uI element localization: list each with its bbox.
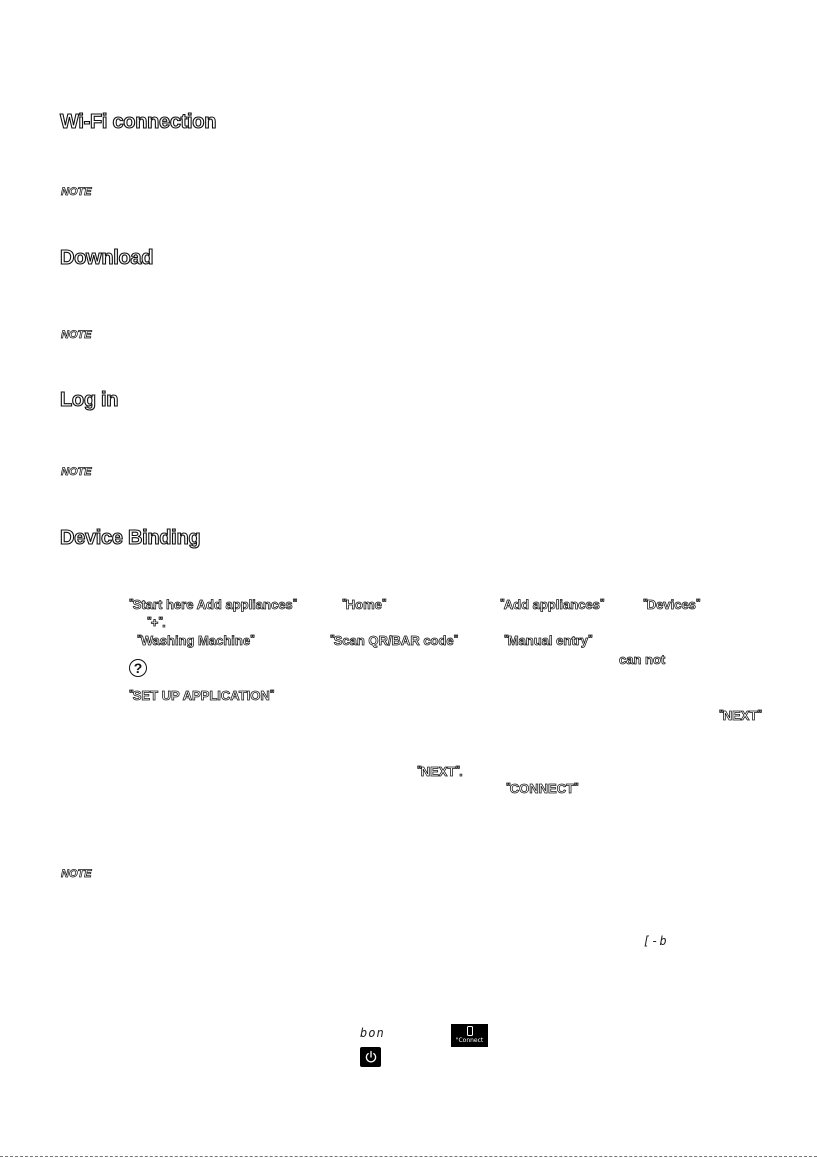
bon-code-display: bon <box>360 1026 385 1040</box>
wifi-connection-heading: Wi-Fi connection <box>60 111 217 133</box>
error-code-display: [-b <box>643 934 668 948</box>
connect-button-illustration <box>451 1024 488 1047</box>
devices-label: "Devices" <box>643 597 700 612</box>
plus-label: "+". <box>147 615 166 630</box>
add-appliances-label: "Add appliances" <box>500 597 604 612</box>
start-here-label: "Start here Add appliances" <box>129 597 297 612</box>
login-heading: Log in <box>60 389 119 411</box>
connect-button-label: "Connect <box>455 1037 484 1044</box>
help-icon: ? <box>129 659 147 677</box>
home-label: "Home" <box>342 597 386 612</box>
wifi-note-label: NOTE <box>61 186 92 198</box>
download-heading: Download <box>60 247 154 269</box>
device-binding-heading: Device Binding <box>60 527 201 549</box>
can-not-label: can not <box>619 652 666 667</box>
login-note-label: NOTE <box>61 466 92 478</box>
binding-note-label: NOTE <box>61 868 92 880</box>
download-note-label: NOTE <box>61 329 92 341</box>
page-bottom-divider <box>0 1156 817 1157</box>
connect-label: "CONNECT" <box>506 781 578 796</box>
smartphone-icon <box>467 1026 473 1036</box>
washing-machine-label: "Washing Machine" <box>137 633 254 648</box>
power-icon <box>364 1050 378 1064</box>
manual-entry-label: "Manual entry" <box>504 633 592 648</box>
power-button-illustration <box>360 1047 381 1067</box>
next-label-1: "NEXT" <box>719 708 762 723</box>
setup-application-label: "SET UP APPLICATION" <box>129 688 274 703</box>
scan-code-label: "Scan QR/BAR code" <box>330 633 458 648</box>
next-label-2: "NEXT". <box>417 764 463 779</box>
